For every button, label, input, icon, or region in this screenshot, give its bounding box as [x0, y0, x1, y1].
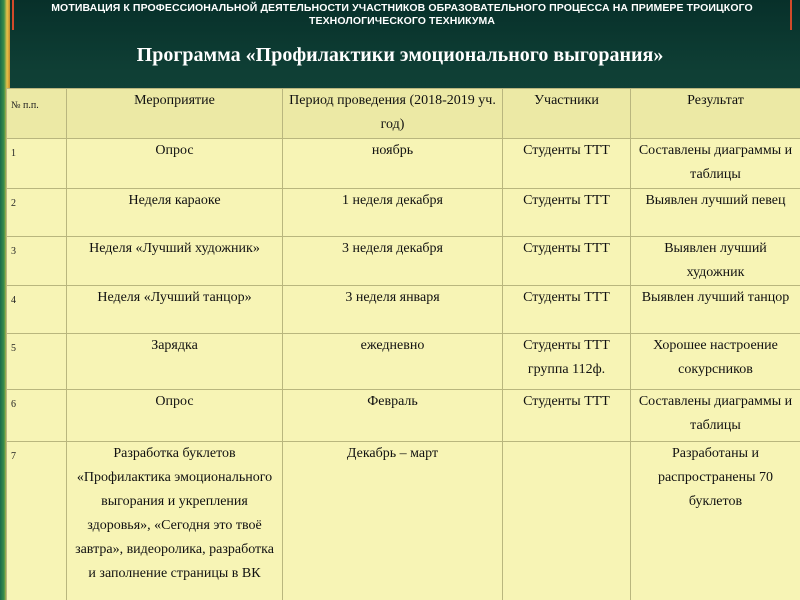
participants-cell: Студенты ТТТ: [503, 139, 631, 189]
period-cell: 3 неделя декабря: [283, 237, 503, 286]
program-table: [6, 88, 800, 600]
participants-cell: Студенты ТТТ: [503, 286, 631, 334]
event-cell: Опрос: [67, 139, 283, 189]
participants-cell: Студенты ТТТ: [503, 390, 631, 442]
period-cell: Декабрь – март: [283, 442, 503, 600]
row-number: 4: [7, 286, 67, 334]
participants-cell: Студенты ТТТ: [503, 189, 631, 237]
row-number: 3: [7, 237, 67, 286]
result-cell: Выявлен лучший танцор: [631, 286, 800, 334]
result-cell: Выявлен лучший художник: [631, 237, 800, 286]
row-number: 1: [7, 139, 67, 189]
event-cell: Неделя «Лучший танцор»: [67, 286, 283, 334]
row-number: 5: [7, 334, 67, 390]
event-cell: Разработка буклетов «Профилактика эмоционального выгорания и укрепления здоровья», «Сегодня это твоё завтра», видеоролика, разработка и заполнение страницы в ВК: [67, 442, 283, 600]
event-cell: Опрос: [67, 390, 283, 442]
column-header-participants: Участники: [503, 89, 631, 139]
participants-cell: Студенты ТТТ группа 112ф.: [503, 334, 631, 390]
table-header-row: [7, 89, 800, 139]
table-row: [7, 286, 800, 334]
banner-text: МОТИВАЦИЯ К ПРОФЕССИОНАЛЬНОЙ ДЕЯТЕЛЬНОСТИ УЧАСТНИКОВ ОБРАЗОВАТЕЛЬНОГО ПРОЦЕССА НА ПРИМЕРЕ ТРОИЦКОГО ТЕХНОЛОГИЧЕСКОГО ТЕХНИКУМА: [51, 2, 753, 27]
column-header-period: Период проведения (2018-2019 уч. год): [283, 89, 503, 139]
result-cell: Разработаны и распространены 70 буклетов: [631, 442, 800, 600]
table-row: [7, 189, 800, 237]
participants-cell: Студенты ТТТ: [503, 237, 631, 286]
period-cell: Февраль: [283, 390, 503, 442]
result-cell: Составлены диаграммы и таблицы: [631, 390, 800, 442]
column-header-event: Мероприятие: [67, 89, 283, 139]
column-header-number: № п.п.: [7, 89, 67, 139]
result-cell: Хорошее настроение сокурсников: [631, 334, 800, 390]
table-row: [7, 390, 800, 442]
header-banner: [12, 0, 792, 30]
period-cell: ноябрь: [283, 139, 503, 189]
table-row: [7, 334, 800, 390]
event-cell: Зарядка: [67, 334, 283, 390]
period-cell: ежедневно: [283, 334, 503, 390]
table-row: [7, 237, 800, 286]
column-header-result: Результат: [631, 89, 800, 139]
table-row: [7, 139, 800, 189]
period-cell: 1 неделя декабря: [283, 189, 503, 237]
event-cell: Неделя караоке: [67, 189, 283, 237]
result-cell: Составлены диаграммы и таблицы: [631, 139, 800, 189]
page-title: Программа «Профилактики эмоционального выгорания»: [136, 44, 664, 66]
table-row: [7, 442, 800, 600]
row-number: 6: [7, 390, 67, 442]
period-cell: 3 неделя января: [283, 286, 503, 334]
event-cell: Неделя «Лучший художник»: [67, 237, 283, 286]
row-number: 7: [7, 442, 67, 600]
row-number: 2: [7, 189, 67, 237]
result-cell: Выявлен лучший певец: [631, 189, 800, 237]
program-table-container: [6, 88, 800, 600]
participants-cell: [503, 442, 631, 600]
